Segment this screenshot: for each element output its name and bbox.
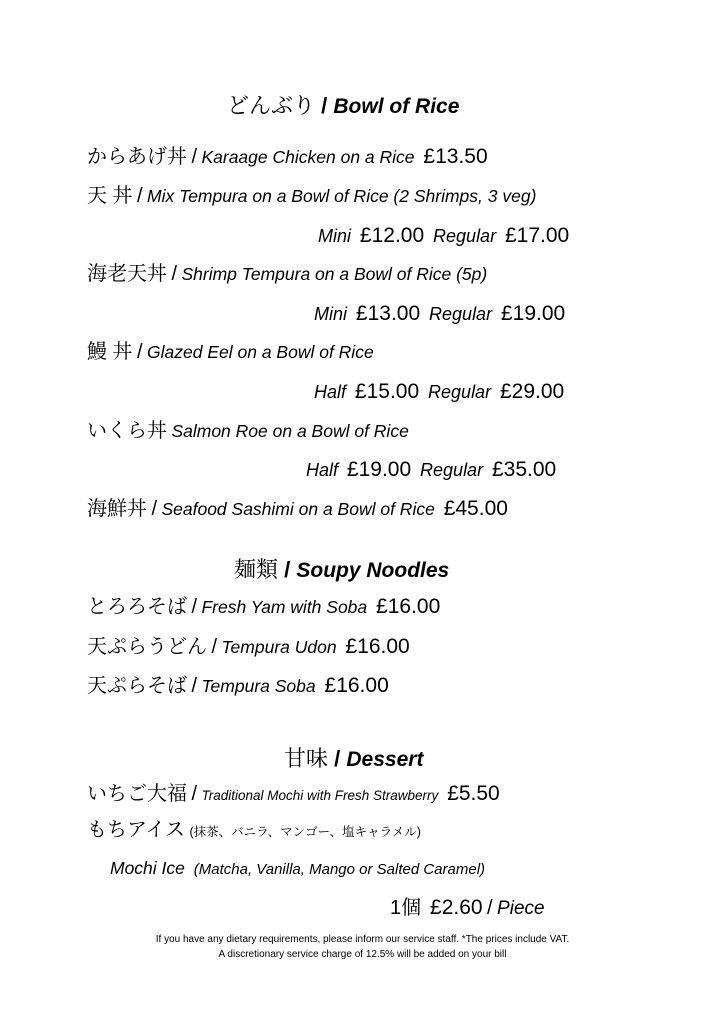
item-en: Tempura Udon (221, 637, 337, 657)
item-jp: からあげ丼 (87, 146, 187, 168)
item-jp: 天 丼 (87, 185, 133, 207)
menu-item-ikura-don (87, 421, 409, 441)
item-sep: / (151, 498, 158, 520)
item-price: £16.00 (376, 595, 441, 618)
unit-jp: 1個 (390, 897, 422, 919)
item-en: Fresh Yam with Soba (201, 597, 368, 617)
item-en: Seafood Sashimi on a Bowl of Rice (161, 499, 435, 519)
menu-item-ebi-tendon-prices (314, 303, 565, 324)
unit-en: Piece (497, 898, 545, 919)
item-en: Glazed Eel on a Bowl of Rice (147, 342, 374, 362)
item-jp: いちご大福 (87, 783, 187, 805)
item-sep: / (211, 636, 218, 658)
item-sep: / (137, 341, 143, 363)
item-en-flavours: (Matcha, Vanilla, Mango or Salted Caramel) (193, 861, 486, 878)
bowl-heading-en: Bowl of Rice (333, 95, 460, 118)
item-sep: / (191, 146, 198, 168)
size-label: Regular (429, 304, 493, 324)
item-price: £17.00 (504, 224, 570, 247)
menu-item-ichigo-daifuku (87, 783, 500, 804)
item-price: £35.00 (491, 458, 557, 481)
item-price: £2.60 (430, 896, 483, 919)
menu-item-ebi-tendon (87, 264, 487, 284)
size-label: Regular (428, 382, 492, 402)
item-price: £13.00 (355, 302, 421, 325)
noodles-heading-en: Soupy Noodles (296, 559, 450, 582)
menu-item-karaage (87, 146, 488, 167)
item-sep: / (171, 263, 178, 285)
menu-item-tempura-soba (87, 675, 389, 696)
item-en: Karaage Chicken on a Rice (201, 147, 415, 167)
noodles-heading-jp: 麺類 (234, 557, 279, 582)
size-label: Half (314, 382, 347, 402)
noodles-heading-sep: / (284, 557, 291, 582)
menu-item-mochi-ice (87, 820, 421, 840)
item-price: £15.00 (354, 380, 420, 403)
item-jp: 海鮮丼 (87, 498, 147, 520)
item-price: £19.00 (500, 302, 566, 325)
item-en: Mix Tempura on a Bowl of Rice (2 Shrimps, 3 veg) (147, 186, 537, 206)
item-en: Mochi Ice (110, 858, 185, 878)
item-price: £5.50 (447, 782, 500, 805)
bowl-heading (227, 95, 459, 117)
menu-item-ikura-don-prices (306, 459, 556, 480)
dessert-heading-en: Dessert (346, 748, 424, 771)
menu-item-tendon-prices (318, 225, 569, 246)
menu-item-mochi-ice-price (390, 897, 545, 918)
noodles-heading (234, 559, 449, 581)
item-jp: 鰻 丼 (87, 341, 133, 363)
item-sep: / (191, 596, 198, 618)
size-label: Mini (314, 304, 348, 324)
item-sep: / (487, 897, 493, 919)
footer-note-line1: If you have any dietary requirements, please inform our service staff. *The prices include VAT. (155, 934, 570, 945)
item-price: £16.00 (324, 674, 389, 697)
item-jp: 天ぷらそば (87, 675, 187, 697)
item-sep: / (137, 185, 143, 207)
menu-item-unadon (87, 342, 374, 362)
menu-item-tempura-udon (87, 636, 410, 657)
item-jp: もちアイス (87, 819, 185, 841)
item-en: Salmon Roe on a Bowl of Rice (171, 421, 409, 441)
size-label: Mini (318, 226, 352, 246)
bowl-heading-sep: / (321, 93, 328, 118)
item-jp: 天ぷらうどん (87, 636, 207, 658)
item-price: £16.00 (345, 635, 410, 658)
menu-item-tororo-soba (87, 596, 440, 617)
item-price: £12.00 (359, 224, 425, 247)
dessert-heading (284, 748, 423, 770)
item-price: £29.00 (499, 380, 565, 403)
item-jp: とろろそば (87, 596, 187, 618)
item-jp: いくら丼 (87, 420, 167, 442)
item-jp: 海老天丼 (87, 263, 167, 285)
item-en: Traditional Mochi with Fresh Strawberry (201, 788, 439, 803)
menu-item-unadon-prices (314, 381, 564, 402)
item-price: £19.00 (346, 458, 412, 481)
bowl-heading-jp: どんぶり (227, 93, 316, 118)
dessert-heading-sep: / (334, 746, 341, 771)
menu-item-tendon (87, 186, 536, 206)
item-jp-flavours: (抹茶、バニラ、マンゴー、塩キャラメル) (189, 825, 421, 839)
item-price: £45.00 (443, 497, 508, 520)
item-sep: / (191, 783, 198, 805)
item-sep: / (191, 675, 198, 697)
menu-item-mochi-ice-en (110, 860, 485, 878)
item-price: £13.50 (423, 145, 488, 168)
dessert-heading-jp: 甘味 (284, 746, 329, 771)
footer-note-line2: A discretionary service charge of 12.5% will be added on your bill (218, 949, 507, 960)
size-label: Regular (420, 460, 484, 480)
size-label: Half (306, 460, 339, 480)
item-en: Tempura Soba (201, 676, 316, 696)
size-label: Regular (433, 226, 497, 246)
item-en: Shrimp Tempura on a Bowl of Rice (5p) (181, 264, 488, 284)
menu-item-kaisen-don (87, 498, 508, 519)
